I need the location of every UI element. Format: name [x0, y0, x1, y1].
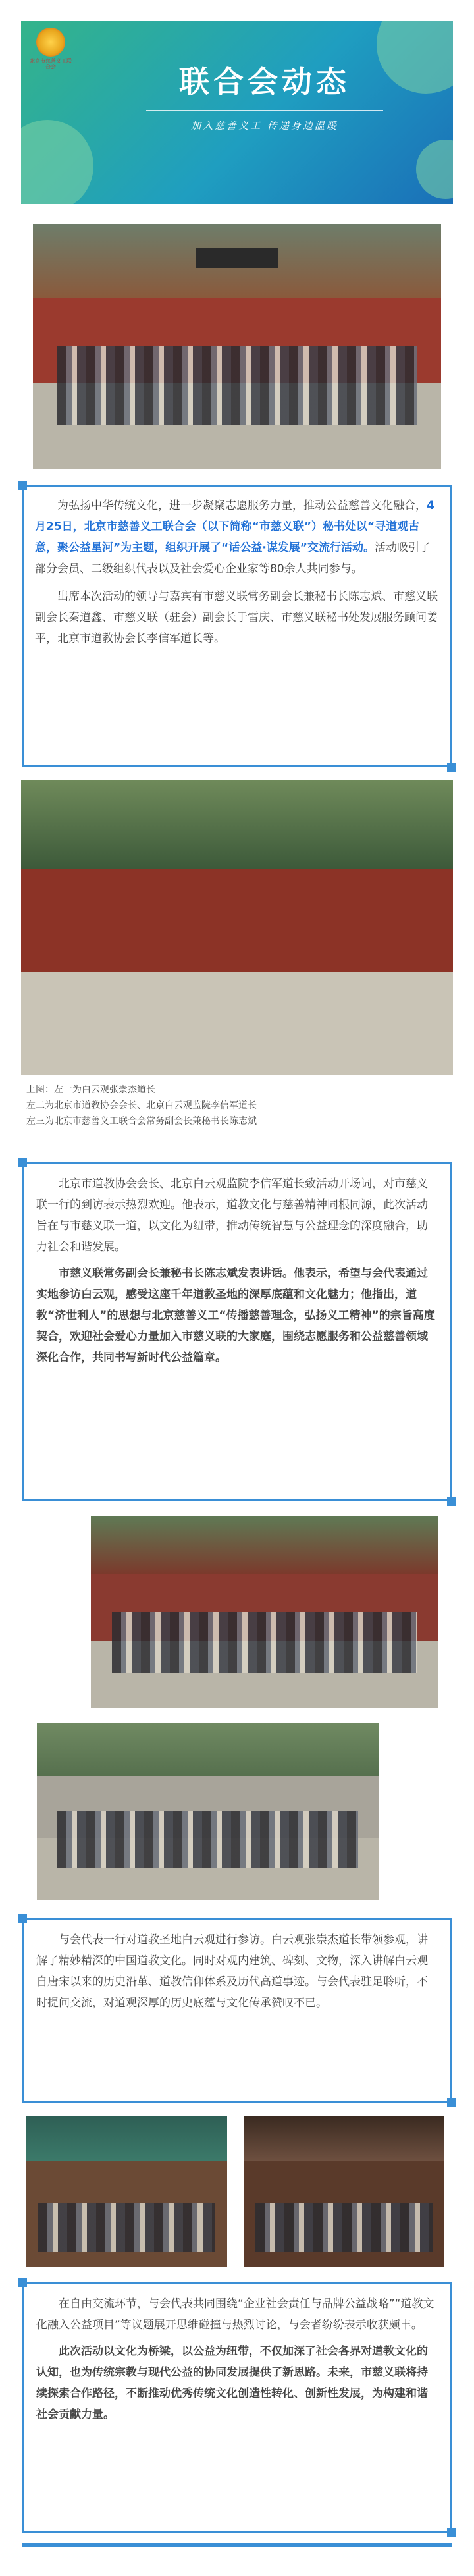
org-emblem-icon [36, 28, 65, 57]
page-title: 联合会动态 [179, 64, 350, 99]
exchange-photo-2 [244, 2116, 444, 2267]
photo-caption [26, 1082, 448, 1129]
intro-card [22, 485, 452, 767]
tour-photo-1 [91, 1516, 438, 1708]
discussion-paragraph: 在自由交流环节，与会代表共同围绕“企业社会责任与品牌公益战略”“道教文化融入公益项目”等议题展开思维碰撞与热烈讨论，与会者纷纷表示收获颇丰。 [36, 2297, 434, 2332]
caption-line: 左三为北京市慈善义工联合会常务副会长兼秘书长陈志斌 [26, 1116, 257, 1127]
closing-card [22, 2282, 452, 2533]
title-divider [146, 110, 383, 111]
intro-paragraph: 为弘扬中华传统文化，进一步凝聚志愿服务力量，推动公益慈善文化融合，4月25日，北京市慈善义工联合会（以下简称“市慈义联”）秘书处以“寻道观古意，聚公益星河”为主题，组织开展了“话公益·谋发展”交流行活动。活动吸引了部分会员、二级组织代表以及社会爱心企业家等80余人共同参与。 [35, 499, 434, 576]
header-banner [21, 21, 453, 204]
footer-divider [22, 2543, 452, 2547]
visit-card [22, 1918, 452, 2103]
tour-photo-2 [37, 1723, 379, 1900]
caption-line: 上图：左一为白云观张崇杰道长 [26, 1085, 155, 1095]
speech-paragraph: 市慈义联常务副会长兼秘书长陈志斌发表讲话。他表示，希望与会代表通过实地参访白云观，感受这座千年道教圣地的深厚底蕴和文化魅力；他指出，道教“济世利人”的思想与北京慈善义工“传播慈善理念，弘扬义工精神”的宗旨高度契合，欢迎社会爱心力量加入市慈义联的大家庭，围绕志愿服务和公益慈善领域深化合作，共同书写新时代公益篇章。 [36, 1267, 435, 1364]
visit-paragraph: 与会代表一行对道教圣地白云观进行参访。白云观张崇杰道长带领参观，讲解了精妙精深的中国道教文化。同时对观内建筑、碑刻、文物，深入讲解白云观自唐宋以来的历史沿革、道教信仰体系及历代高道事迹。与会代表驻足聆听，不时提问交流，对道观深厚的历史底蕴与文化传承赞叹不已。 [36, 1933, 428, 2010]
group-photo [33, 224, 441, 469]
caption-line: 左二为北京市道教协会会长、北京白云观监院李信军道长 [26, 1100, 257, 1111]
org-logo [28, 28, 74, 70]
exchange-photo-1 [26, 2116, 227, 2267]
guests-paragraph: 出席本次活动的领导与嘉宾有市慈义联常务副会长兼秘书长陈志斌、市慈义联副会长秦道鑫、市慈义联（驻会）副会长于雷庆、市慈义联秘书处发展服务顾问姜平，北京市道教协会长李信军道长等。 [35, 590, 438, 645]
opening-paragraph: 北京市道教协会会长、北京白云观监院李信军道长致活动开场词，对市慈义联一行的到访表示热烈欢迎。他表示，道教文化与慈善精神同根同源，此次活动旨在与市慈义联一道，以文化为纽带，推动传统智慧与公益理念的深度融合，助力社会和谐发展。 [36, 1177, 428, 1254]
org-logo-text: 北京市慈善义工联合会 [30, 58, 72, 70]
speech-card [22, 1162, 452, 1501]
conclusion-paragraph: 此次活动以文化为桥梁，以公益为纽带，不仅加深了社会各界对道教文化的认知，也为传统宗教与现代公益的协同发展提供了新思路。未来，市慈义联将持续探索合作路径，不断推动优秀传统文化创造性转化、创新性发展，为构建和谐社会贡献力量。 [36, 2345, 428, 2421]
page-subtitle: 加入慈善义工 传递身边温暖 [191, 120, 338, 132]
leaders-photo [21, 780, 453, 1075]
